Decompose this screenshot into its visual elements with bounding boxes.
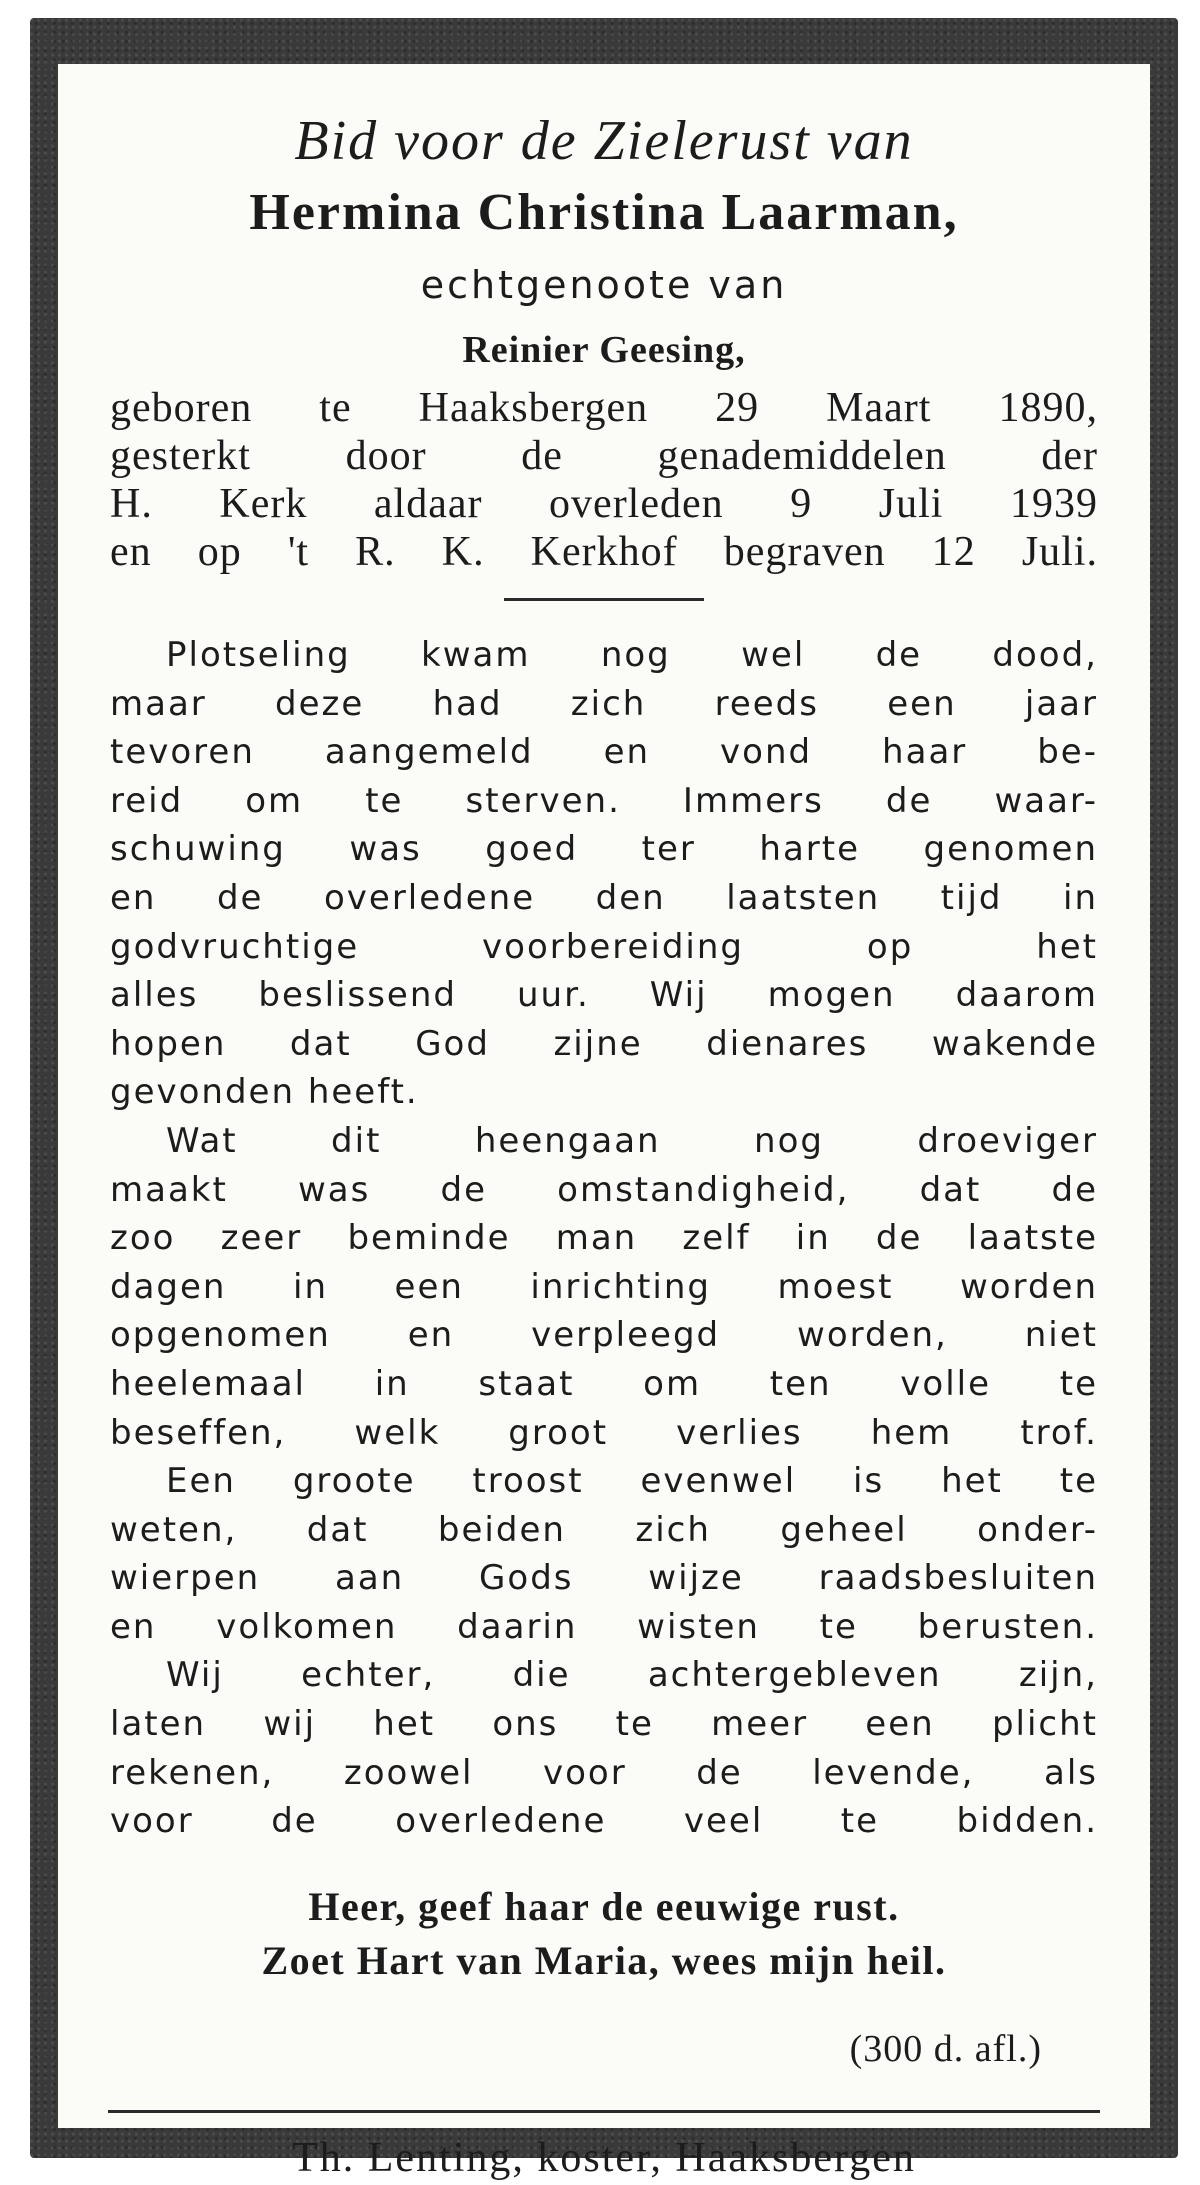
- memorial-text: [110, 631, 1098, 1846]
- life-facts: [110, 384, 1098, 576]
- text-line: wierpen aan Gods wijze raadsbesluiten: [110, 1558, 1098, 1599]
- text-line: weten, dat beiden zich geheel onder-: [110, 1509, 1098, 1550]
- text-line: heelemaal in staat om ten volle te: [110, 1363, 1098, 1404]
- text-line: tevoren aangemeld en vond haar be-: [110, 732, 1098, 773]
- text-line: gevonden heeft.: [110, 1072, 419, 1113]
- text-line: laten wij het ons te meer een plicht: [110, 1704, 1098, 1745]
- fact-line: en op 't R. K. Kerkhof begraven 12 Juli.: [110, 529, 1098, 575]
- text-line: Wij echter, die achtergebleven zijn,: [166, 1655, 1098, 1696]
- text-line: beseffen, welk groot verlies hem trof.: [110, 1412, 1098, 1453]
- prayer-line-1: Heer, geef haar de eeuwige rust.: [308, 1883, 900, 1929]
- spouse-name: Reinier Geesing,: [462, 329, 746, 371]
- text-line: zoo zeer beminde man zelf in de laatste: [110, 1218, 1098, 1259]
- text-line: maar deze had zich reeds een jaar: [110, 683, 1098, 724]
- text-line: hopen dat God zijne dienares wakende: [110, 1023, 1098, 1064]
- divider-short: [504, 598, 704, 601]
- memorial-card: [58, 64, 1150, 2181]
- prayer-line-2: Zoet Hart van Maria, wees mijn heil.: [261, 1937, 947, 1983]
- text-line: godvruchtige voorbereiding op het: [110, 926, 1098, 967]
- fact-line: geboren te Haaksbergen 29 Maart 1890,: [110, 385, 1098, 431]
- text-line: Plotseling kwam nog wel de dood,: [166, 635, 1098, 675]
- text-line: alles beslissend uur. Wij mogen daarom: [110, 975, 1098, 1016]
- spouse-label: echtgenoote van: [420, 263, 788, 307]
- text-line: Een groote troost evenwel is het te: [166, 1461, 1098, 1502]
- text-line: Wat dit heengaan nog droeviger: [166, 1120, 1098, 1161]
- divider-long: [108, 2110, 1100, 2113]
- text-line: en de overledene den laatsten tijd in: [110, 877, 1098, 918]
- text-line: opgenomen en verpleegd worden, niet: [110, 1315, 1098, 1356]
- fact-line: gesterkt door de genademiddelen der: [110, 433, 1098, 479]
- text-line: maakt was de omstandigheid, dat de: [110, 1169, 1098, 1210]
- card-heading: Bid voor de Zielerust van: [294, 110, 914, 172]
- text-line: reid om te sterven. Immers de waar-: [110, 780, 1098, 821]
- text-line: schuwing was goed ter harte genomen: [110, 829, 1098, 870]
- indulgence-note: (300 d. afl.): [849, 2027, 1042, 2070]
- text-line: voor de overledene veel te bidden.: [110, 1801, 1098, 1842]
- text-line: en volkomen daarin wisten te berusten.: [110, 1606, 1098, 1647]
- text-line: rekenen, zoowel voor de levende, als: [110, 1752, 1098, 1793]
- deceased-name: Hermina Christina Laarman,: [249, 184, 959, 241]
- printer-credit: Th. Lenting, koster, Haaksbergen: [292, 2134, 916, 2181]
- text-line: dagen in een inrichting moest worden: [110, 1266, 1098, 1307]
- fact-line: H. Kerk aldaar overleden 9 Juli 1939: [110, 481, 1098, 527]
